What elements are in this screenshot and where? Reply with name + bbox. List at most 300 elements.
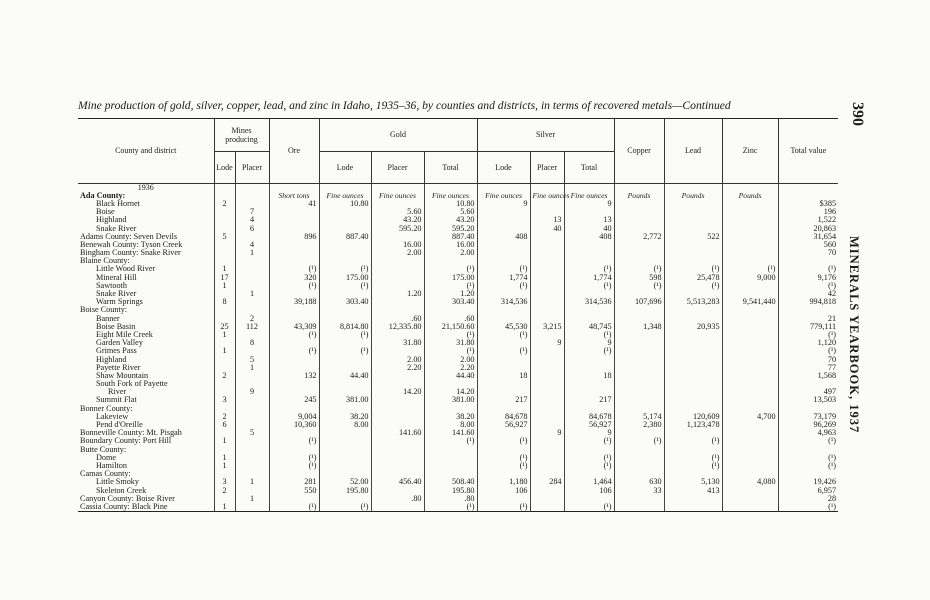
table-cell <box>530 462 564 470</box>
header-gold-total: Total <box>424 151 477 183</box>
table-row <box>78 486 838 494</box>
table-cell <box>722 315 778 323</box>
row-label: Sawtooth <box>96 280 127 290</box>
table-cell <box>319 249 371 257</box>
table-cell: 1.20 <box>371 290 424 298</box>
table-cell: 5.60 <box>424 208 477 216</box>
table-cell: 5 <box>235 429 269 437</box>
table-cell: 217 <box>477 396 530 404</box>
table-cell <box>664 347 722 355</box>
table-cell <box>664 216 722 224</box>
table-cell: 5 <box>235 355 269 363</box>
row-label: Cassia County: Black Pine <box>78 503 214 512</box>
table-cell <box>722 421 778 429</box>
table-cell <box>722 331 778 339</box>
row-label: Dome <box>96 452 117 462</box>
table-cell: 1 <box>235 478 269 486</box>
unit-cell: Fine ounces <box>371 192 424 200</box>
table-cell: 303.40 <box>319 298 371 306</box>
unit-cell: Fine ounces <box>477 192 530 200</box>
table-cell: 9,000 <box>722 274 778 282</box>
table-cell <box>664 306 722 314</box>
table-cell: 9 <box>564 339 614 347</box>
table-cell <box>371 257 424 265</box>
table-cell <box>722 282 778 290</box>
table-cell: (¹) <box>778 331 838 339</box>
table-cell: 9,004 <box>269 413 319 421</box>
table-cell <box>371 396 424 404</box>
table-cell: 12,335.80 <box>371 323 424 331</box>
unit-cell: Pounds <box>664 192 722 200</box>
table-cell <box>614 372 664 380</box>
table-cell: (¹) <box>778 462 838 470</box>
table-cell: 320 <box>269 274 319 282</box>
table-cell <box>614 396 664 404</box>
table-cell: 2 <box>214 413 235 421</box>
table-cell <box>269 355 319 363</box>
table-cell: 5,174 <box>614 413 664 421</box>
row-label: Mineral Hill <box>96 272 137 282</box>
table-cell <box>530 274 564 282</box>
row-label: Grimes Pass <box>96 346 137 356</box>
header-mines: Mines producing <box>214 119 269 151</box>
table-cell: (¹) <box>564 282 614 290</box>
table-cell: 630 <box>614 478 664 486</box>
header-lead: Lead <box>664 119 722 183</box>
table-cell: (¹) <box>614 282 664 290</box>
header-gold-placer: Placer <box>371 151 424 183</box>
table-cell: 381.00 <box>424 396 477 404</box>
table-cell: 9 <box>477 200 530 208</box>
table-cell: 1,464 <box>564 478 614 486</box>
table-cell: 19,426 <box>778 478 838 486</box>
table-cell: (¹) <box>424 331 477 339</box>
row-label: Snake River <box>96 223 137 233</box>
table-cell: 1,522 <box>778 216 838 224</box>
table-cell <box>319 355 371 363</box>
table-cell: 8 <box>214 298 235 306</box>
table-cell: 52.00 <box>319 478 371 486</box>
table-cell: 3 <box>214 478 235 486</box>
table-cell: 1,568 <box>778 372 838 380</box>
table-cell: 1 <box>235 249 269 257</box>
table-cell: .80 <box>371 495 424 503</box>
table-cell: (¹) <box>424 437 477 445</box>
table-cell: 14.20 <box>371 388 424 396</box>
table-cell: (¹) <box>564 437 614 445</box>
table-cell <box>614 347 664 355</box>
table-cell: 8.00 <box>424 421 477 429</box>
unit-cell: Fine ounces <box>424 192 477 200</box>
row-label: Eight Mile Creek <box>96 329 153 339</box>
table-cell: 408 <box>477 233 530 241</box>
unit-cell <box>235 192 269 200</box>
table-cell <box>235 454 269 462</box>
table-cell <box>319 429 371 437</box>
table-cell: 106 <box>564 486 614 494</box>
table-row <box>78 298 838 306</box>
table-cell <box>319 380 371 388</box>
table-cell <box>530 364 564 372</box>
table-cell <box>722 437 778 445</box>
table-cell <box>614 454 664 462</box>
table-cell: 9 <box>564 200 614 208</box>
table-cell <box>664 503 722 512</box>
table-cell: $385 <box>778 200 838 208</box>
table-cell <box>235 396 269 404</box>
table-cell: 508.40 <box>424 478 477 486</box>
table-row <box>78 257 838 265</box>
table-cell: 550 <box>269 486 319 494</box>
table-cell: 73,179 <box>778 413 838 421</box>
table-cell <box>319 208 371 216</box>
table-cell <box>530 503 564 512</box>
table-cell: 4,963 <box>778 429 838 437</box>
table-cell: 195.80 <box>319 486 371 494</box>
header-total-value: Total value <box>778 119 838 183</box>
table-cell <box>371 462 424 470</box>
table-cell <box>319 462 371 470</box>
table-cell <box>614 339 664 347</box>
table-cell <box>722 224 778 232</box>
table-cell <box>214 241 235 249</box>
table-row <box>78 249 838 257</box>
table-cell: 6,957 <box>778 486 838 494</box>
table-cell: 896 <box>269 233 319 241</box>
table-cell <box>664 339 722 347</box>
table-cell <box>477 241 530 249</box>
row-label: Pend d'Oreille <box>96 420 143 430</box>
row-label: Hamilton <box>96 460 127 470</box>
table-cell <box>664 241 722 249</box>
header-silver-placer: Placer <box>530 151 564 183</box>
row-label: Bingham County: Snake River <box>80 248 181 258</box>
row-label: Boise Basin <box>96 321 136 331</box>
table-cell: 5,130 <box>664 478 722 486</box>
row-label: Butte County: <box>80 444 127 454</box>
table-cell: .60 <box>371 315 424 323</box>
table-cell: (¹) <box>319 347 371 355</box>
table-cell <box>424 454 477 462</box>
row-label: Lakeview <box>96 411 129 421</box>
table-cell <box>530 446 564 454</box>
table-cell <box>722 372 778 380</box>
table-cell: (¹) <box>477 282 530 290</box>
table-cell: 245 <box>269 396 319 404</box>
table-cell <box>722 233 778 241</box>
table-row <box>78 446 838 454</box>
table-cell: 598 <box>614 274 664 282</box>
table-cell <box>319 454 371 462</box>
table-cell: 18 <box>477 372 530 380</box>
table-cell <box>564 380 614 388</box>
row-label: Black Hornet <box>96 198 140 208</box>
table-cell <box>614 355 664 363</box>
table-cell <box>614 241 664 249</box>
table-row <box>78 413 838 421</box>
table-cell <box>722 495 778 503</box>
table-cell <box>614 380 664 388</box>
table-cell <box>614 495 664 503</box>
table-cell <box>235 405 269 413</box>
table-cell: 8.00 <box>319 421 371 429</box>
row-label: Benewah County: Tyson Creek <box>80 239 183 249</box>
table-cell: 13 <box>564 216 614 224</box>
table-row <box>78 355 838 363</box>
table-cell <box>530 249 564 257</box>
table-cell: 2.20 <box>371 364 424 372</box>
table-cell: 9 <box>564 429 614 437</box>
header-zinc: Zinc <box>722 119 778 183</box>
table-cell: 1,123,478 <box>664 421 722 429</box>
table-row <box>78 347 838 355</box>
table-cell <box>371 446 424 454</box>
table-cell <box>722 446 778 454</box>
row-label: Highland <box>96 215 127 225</box>
table-cell <box>371 298 424 306</box>
table-cell: 20,863 <box>778 224 838 232</box>
unit-cell: Fine ounces <box>319 192 371 200</box>
row-label: Camas County: <box>80 469 131 479</box>
row-label: Payette River <box>96 362 141 372</box>
table-cell <box>614 364 664 372</box>
table-cell: 1 <box>214 265 235 273</box>
table-cell: (¹) <box>614 265 664 273</box>
unit-cell: Pounds <box>614 192 664 200</box>
table-cell <box>214 216 235 224</box>
table-cell: (¹) <box>424 503 477 512</box>
table-cell <box>564 241 614 249</box>
table-cell: 1 <box>235 290 269 298</box>
page-number: 390 <box>849 102 866 126</box>
table-cell: 779,111 <box>778 323 838 331</box>
table-cell: 16.00 <box>424 241 477 249</box>
row-label: Adams County: Seven Devils <box>80 231 178 241</box>
table-cell <box>614 331 664 339</box>
table-cell <box>614 208 664 216</box>
table-cell: 887.40 <box>319 233 371 241</box>
table-cell <box>614 200 664 208</box>
table-cell: 5.60 <box>371 208 424 216</box>
table-cell: 175.00 <box>319 274 371 282</box>
table-cell: (¹) <box>564 454 614 462</box>
table-cell: 120,609 <box>664 413 722 421</box>
table-cell <box>722 388 778 396</box>
table-cell <box>371 454 424 462</box>
table-cell <box>235 257 269 265</box>
table-row <box>78 241 838 249</box>
table-cell <box>664 380 722 388</box>
table-cell: 28 <box>778 495 838 503</box>
table-cell <box>722 306 778 314</box>
table-cell: 40 <box>564 224 614 232</box>
table-cell <box>564 306 614 314</box>
table-cell <box>530 372 564 380</box>
table-cell: 25 <box>214 323 235 331</box>
table-cell: 21,150.60 <box>424 323 477 331</box>
table-cell: 1 <box>214 437 235 445</box>
table-cell <box>664 331 722 339</box>
table-cell <box>214 380 235 388</box>
table-cell: 21 <box>778 315 838 323</box>
table-cell: 4,080 <box>722 478 778 486</box>
table-cell <box>722 429 778 437</box>
table-cell <box>664 208 722 216</box>
table-cell: 6 <box>214 421 235 429</box>
row-label: Blaine County: <box>80 256 130 266</box>
table-cell <box>477 249 530 257</box>
row-label: Banner <box>96 313 120 323</box>
table-cell: 56,927 <box>477 421 530 429</box>
table-cell: 1,348 <box>614 323 664 331</box>
table-cell: 8 <box>235 339 269 347</box>
table-cell: 31,654 <box>778 233 838 241</box>
table-cell: (¹) <box>269 331 319 339</box>
table-cell <box>722 454 778 462</box>
table-cell: 595.20 <box>371 224 424 232</box>
table-cell <box>235 503 269 512</box>
table-cell <box>614 306 664 314</box>
table-cell: (¹) <box>564 503 614 512</box>
table-cell: 31.80 <box>424 339 477 347</box>
table-cell <box>269 208 319 216</box>
table-cell: 43.20 <box>371 216 424 224</box>
row-label: Boundary County: Port Hill <box>80 436 172 446</box>
table-cell: 70 <box>778 355 838 363</box>
row-label: Little Wood River <box>96 264 156 274</box>
table-cell: 284 <box>530 478 564 486</box>
table-cell: (¹) <box>477 265 530 273</box>
table-cell: 48,745 <box>564 323 614 331</box>
table-cell: (¹) <box>664 454 722 462</box>
table-cell: (¹) <box>477 437 530 445</box>
table-cell <box>664 249 722 257</box>
table-cell: 44.40 <box>319 372 371 380</box>
table-cell: 195.80 <box>424 486 477 494</box>
header-silver: Silver <box>477 119 614 151</box>
table-cell: 522 <box>664 233 722 241</box>
table-cell <box>722 216 778 224</box>
table-cell: (¹) <box>477 331 530 339</box>
table-cell <box>371 265 424 273</box>
table-row <box>78 339 838 347</box>
table-cell: 9,176 <box>778 274 838 282</box>
table-cell: 40 <box>530 224 564 232</box>
table-cell <box>530 306 564 314</box>
table-cell: 1 <box>214 454 235 462</box>
table-cell: (¹) <box>778 347 838 355</box>
table-cell: (¹) <box>269 454 319 462</box>
table-cell <box>530 282 564 290</box>
table-cell: 112 <box>235 323 269 331</box>
table-cell: 9 <box>235 388 269 396</box>
table-cell <box>530 241 564 249</box>
table-cell: 56,927 <box>564 421 614 429</box>
table-cell: 106 <box>477 486 530 494</box>
table-cell: 5 <box>214 233 235 241</box>
table-cell <box>530 405 564 413</box>
table-cell <box>371 413 424 421</box>
table-cell: 314,536 <box>564 298 614 306</box>
table-cell: .80 <box>424 495 477 503</box>
table-cell: (¹) <box>778 265 838 273</box>
table-cell <box>371 405 424 413</box>
table-cell: (¹) <box>424 265 477 273</box>
header-silver-lode: Lode <box>477 151 530 183</box>
table-cell <box>722 462 778 470</box>
unit-cell: Pounds <box>722 192 778 200</box>
table-cell: (¹) <box>269 462 319 470</box>
table-cell <box>319 306 371 314</box>
table-cell <box>319 216 371 224</box>
table-row <box>78 306 838 314</box>
unit-cell: Fine ounces <box>564 192 614 200</box>
table-cell: 4,700 <box>722 413 778 421</box>
row-label: Snake River <box>96 289 137 299</box>
table-cell: 25,478 <box>664 274 722 282</box>
table-cell: (¹) <box>564 462 614 470</box>
table-cell: 38.20 <box>319 413 371 421</box>
table-cell <box>530 200 564 208</box>
table-cell <box>530 380 564 388</box>
table-cell: (¹) <box>319 265 371 273</box>
table-cell: 4 <box>235 216 269 224</box>
table-cell <box>614 388 664 396</box>
table-cell: 994,818 <box>778 298 838 306</box>
table-cell: 1.20 <box>424 290 477 298</box>
table-cell: 1 <box>214 347 235 355</box>
table-cell: 595.20 <box>424 224 477 232</box>
table-cell: (¹) <box>424 347 477 355</box>
table-cell: (¹) <box>269 282 319 290</box>
table-cell <box>530 486 564 494</box>
table-cell <box>722 249 778 257</box>
table-title: Mine production of gold, silver, copper, lead, and zinc in Idaho, 1935–36, by counties and districts, in terms of recovered metals—Continued <box>78 99 731 112</box>
table-cell: .60 <box>424 315 477 323</box>
table-cell: 217 <box>564 396 614 404</box>
table-cell <box>424 446 477 454</box>
table-cell: 2,380 <box>614 421 664 429</box>
table-cell <box>722 355 778 363</box>
header-gold: Gold <box>319 119 477 151</box>
row-label: Shaw Mountain <box>96 370 149 380</box>
table-cell <box>530 388 564 396</box>
table-cell: 17 <box>214 274 235 282</box>
row-label: Warm Springs <box>96 297 143 307</box>
table-cell: 42 <box>778 290 838 298</box>
table-cell <box>214 355 235 363</box>
table-cell: 5,513,283 <box>664 298 722 306</box>
table-cell <box>319 437 371 445</box>
table-cell <box>722 380 778 388</box>
table-cell: 2.00 <box>424 355 477 363</box>
table-cell: 456.40 <box>371 478 424 486</box>
table-cell: 1 <box>214 331 235 339</box>
table-cell: 408 <box>564 233 614 241</box>
table-cell: (¹) <box>319 331 371 339</box>
table-cell <box>530 347 564 355</box>
table-cell <box>530 437 564 445</box>
table-cell: (¹) <box>778 282 838 290</box>
table-cell <box>722 347 778 355</box>
table-row <box>78 429 838 437</box>
table-cell <box>664 495 722 503</box>
table-cell <box>477 306 530 314</box>
table-cell: 84,678 <box>477 413 530 421</box>
table-cell: 7 <box>235 208 269 216</box>
row-label: Boise <box>96 207 115 217</box>
table-cell <box>722 486 778 494</box>
